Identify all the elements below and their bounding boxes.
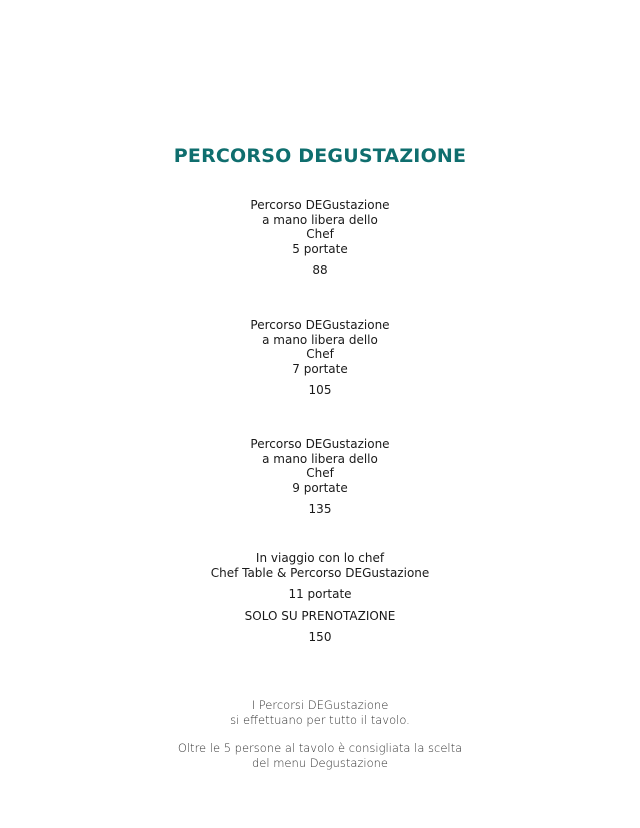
menu-price: 105: [308, 383, 332, 397]
menu-price: 150: [308, 630, 332, 644]
menu-courses: 11 portate: [288, 587, 352, 601]
menu-item-5-portate: [0, 198, 640, 278]
footer-note-group: [0, 741, 640, 770]
menu-name-line: a mano libera dello: [262, 451, 378, 466]
menu-courses: 5 portate: [292, 241, 348, 256]
menu-item-9-portate: [0, 437, 640, 517]
menu-name-line: Percorso DEGustazione: [250, 198, 390, 212]
menu-price: 135: [308, 502, 332, 516]
footer-line: Oltre le 5 persone al tavolo è consigliata la scelta: [177, 741, 463, 755]
footer-line: I Percorsi DEGustazione: [251, 698, 389, 712]
menu-name-line: Chef: [306, 347, 334, 361]
menu-price: 88: [312, 263, 328, 277]
menu-name-line: In viaggio con lo chef: [255, 551, 385, 565]
footer-note-table: [0, 698, 640, 727]
footer-line: del menu Degustazione: [251, 755, 389, 770]
footer-line: si effettuano per tutto il tavolo.: [230, 712, 410, 727]
menu-courses: 9 portate: [292, 480, 348, 495]
menu-name-line: a mano libera dello: [262, 332, 378, 347]
reservation-note: SOLO SU PRENOTAZIONE: [244, 608, 396, 623]
menu-name-line: Percorso DEGustazione: [250, 318, 390, 332]
page-title: PERCORSO DEGUSTAZIONE: [173, 145, 467, 167]
menu-courses: 7 portate: [292, 361, 348, 376]
menu-name-line: Chef: [306, 227, 334, 241]
menu-name-line: Chef: [306, 466, 334, 480]
menu-name-line: Chef Table & Percorso DEGustazione: [210, 565, 430, 580]
menu-name-line: a mano libera dello: [262, 212, 378, 227]
menu-name-line: Percorso DEGustazione: [250, 437, 390, 451]
menu-item-chef-table: [0, 551, 640, 645]
menu-item-7-portate: [0, 318, 640, 398]
